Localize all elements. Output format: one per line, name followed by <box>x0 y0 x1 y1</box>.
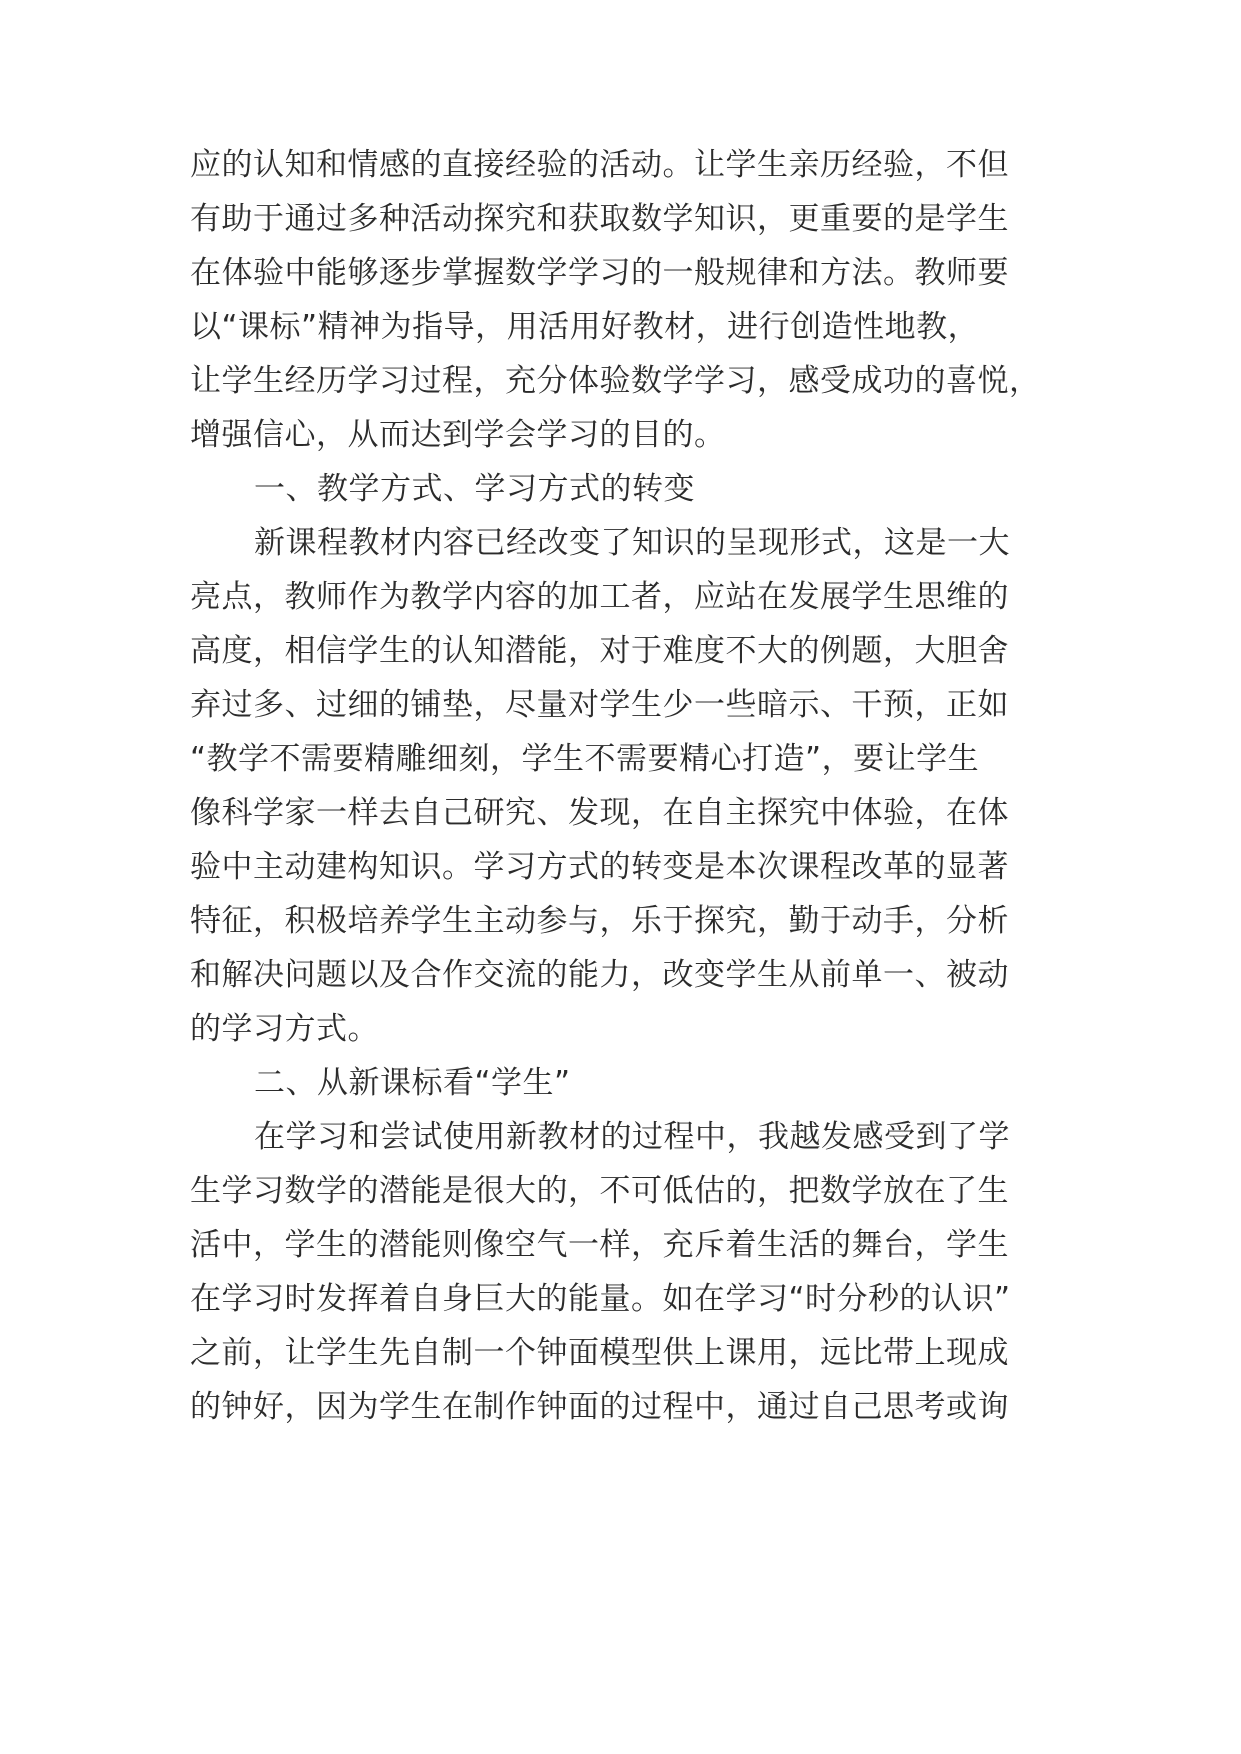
body-text-line: 生学习数学的潜能是很大的，不可低估的，把数学放在了生 <box>190 1173 1009 1209</box>
body-text-line: 验中主动建构知识。学习方式的转变是本次课程改革的显著 <box>190 849 1009 885</box>
body-text-line: 的钟好，因为学生在制作钟面的过程中，通过自己思考或询 <box>190 1389 1009 1425</box>
section-heading-1: 一、教学方式、学习方式的转变 <box>254 471 695 507</box>
body-text-line: “教学不需要精雕细刻，学生不需要精心打造”，要让学生 <box>190 741 980 777</box>
body-text-line: 增强信心，从而达到学会学习的目的。 <box>190 417 726 453</box>
body-text-line: 亮点，教师作为教学内容的加工者，应站在发展学生思维的 <box>190 579 1009 615</box>
body-text-line: 和解决问题以及合作交流的能力，改变学生从前单一、被动 <box>190 957 1009 993</box>
body-text-line: 特征，积极培养学生主动参与，乐于探究，勤于动手，分析 <box>190 903 1009 939</box>
body-text-line: 在学习和尝试使用新教材的过程中，我越发感受到了学 <box>254 1119 1010 1155</box>
body-text-line: 之前，让学生先自制一个钟面模型供上课用，远比带上现成 <box>190 1335 1009 1371</box>
body-text-line: 应的认知和情感的直接经验的活动。让学生亲历经验，不但 <box>190 147 1009 183</box>
body-text-line: 有助于通过多种活动探究和获取数学知识，更重要的是学生 <box>190 201 1009 237</box>
body-text-line: 高度，相信学生的认知潜能，对于难度不大的例题，大胆舍 <box>190 633 1009 669</box>
body-text-line: 新课程教材内容已经改变了知识的呈现形式，这是一大 <box>254 525 1010 561</box>
body-text-line: 像科学家一样去自己研究、发现，在自主探究中体验，在体 <box>190 795 1009 831</box>
body-text-line: 的学习方式。 <box>190 1011 379 1047</box>
body-text-line: 以“课标”精神为指导，用活用好教材，进行创造性地教， <box>190 309 980 345</box>
body-text-line: 让学生经历学习过程，充分体验数学学习，感受成功的喜悦， <box>190 363 1041 399</box>
body-text-line: 弃过多、过细的铺垫，尽量对学生少一些暗示、干预，正如 <box>190 687 1009 723</box>
body-text-line: 在学习时发挥着自身巨大的能量。如在学习“时分秒的认识” <box>190 1281 1011 1317</box>
body-text-line: 活中，学生的潜能则像空气一样，充斥着生活的舞台，学生 <box>190 1227 1009 1263</box>
body-text-line: 在体验中能够逐步掌握数学学习的一般规律和方法。教师要 <box>190 255 1009 291</box>
section-heading-2: 二、从新课标看“学生” <box>254 1065 571 1101</box>
